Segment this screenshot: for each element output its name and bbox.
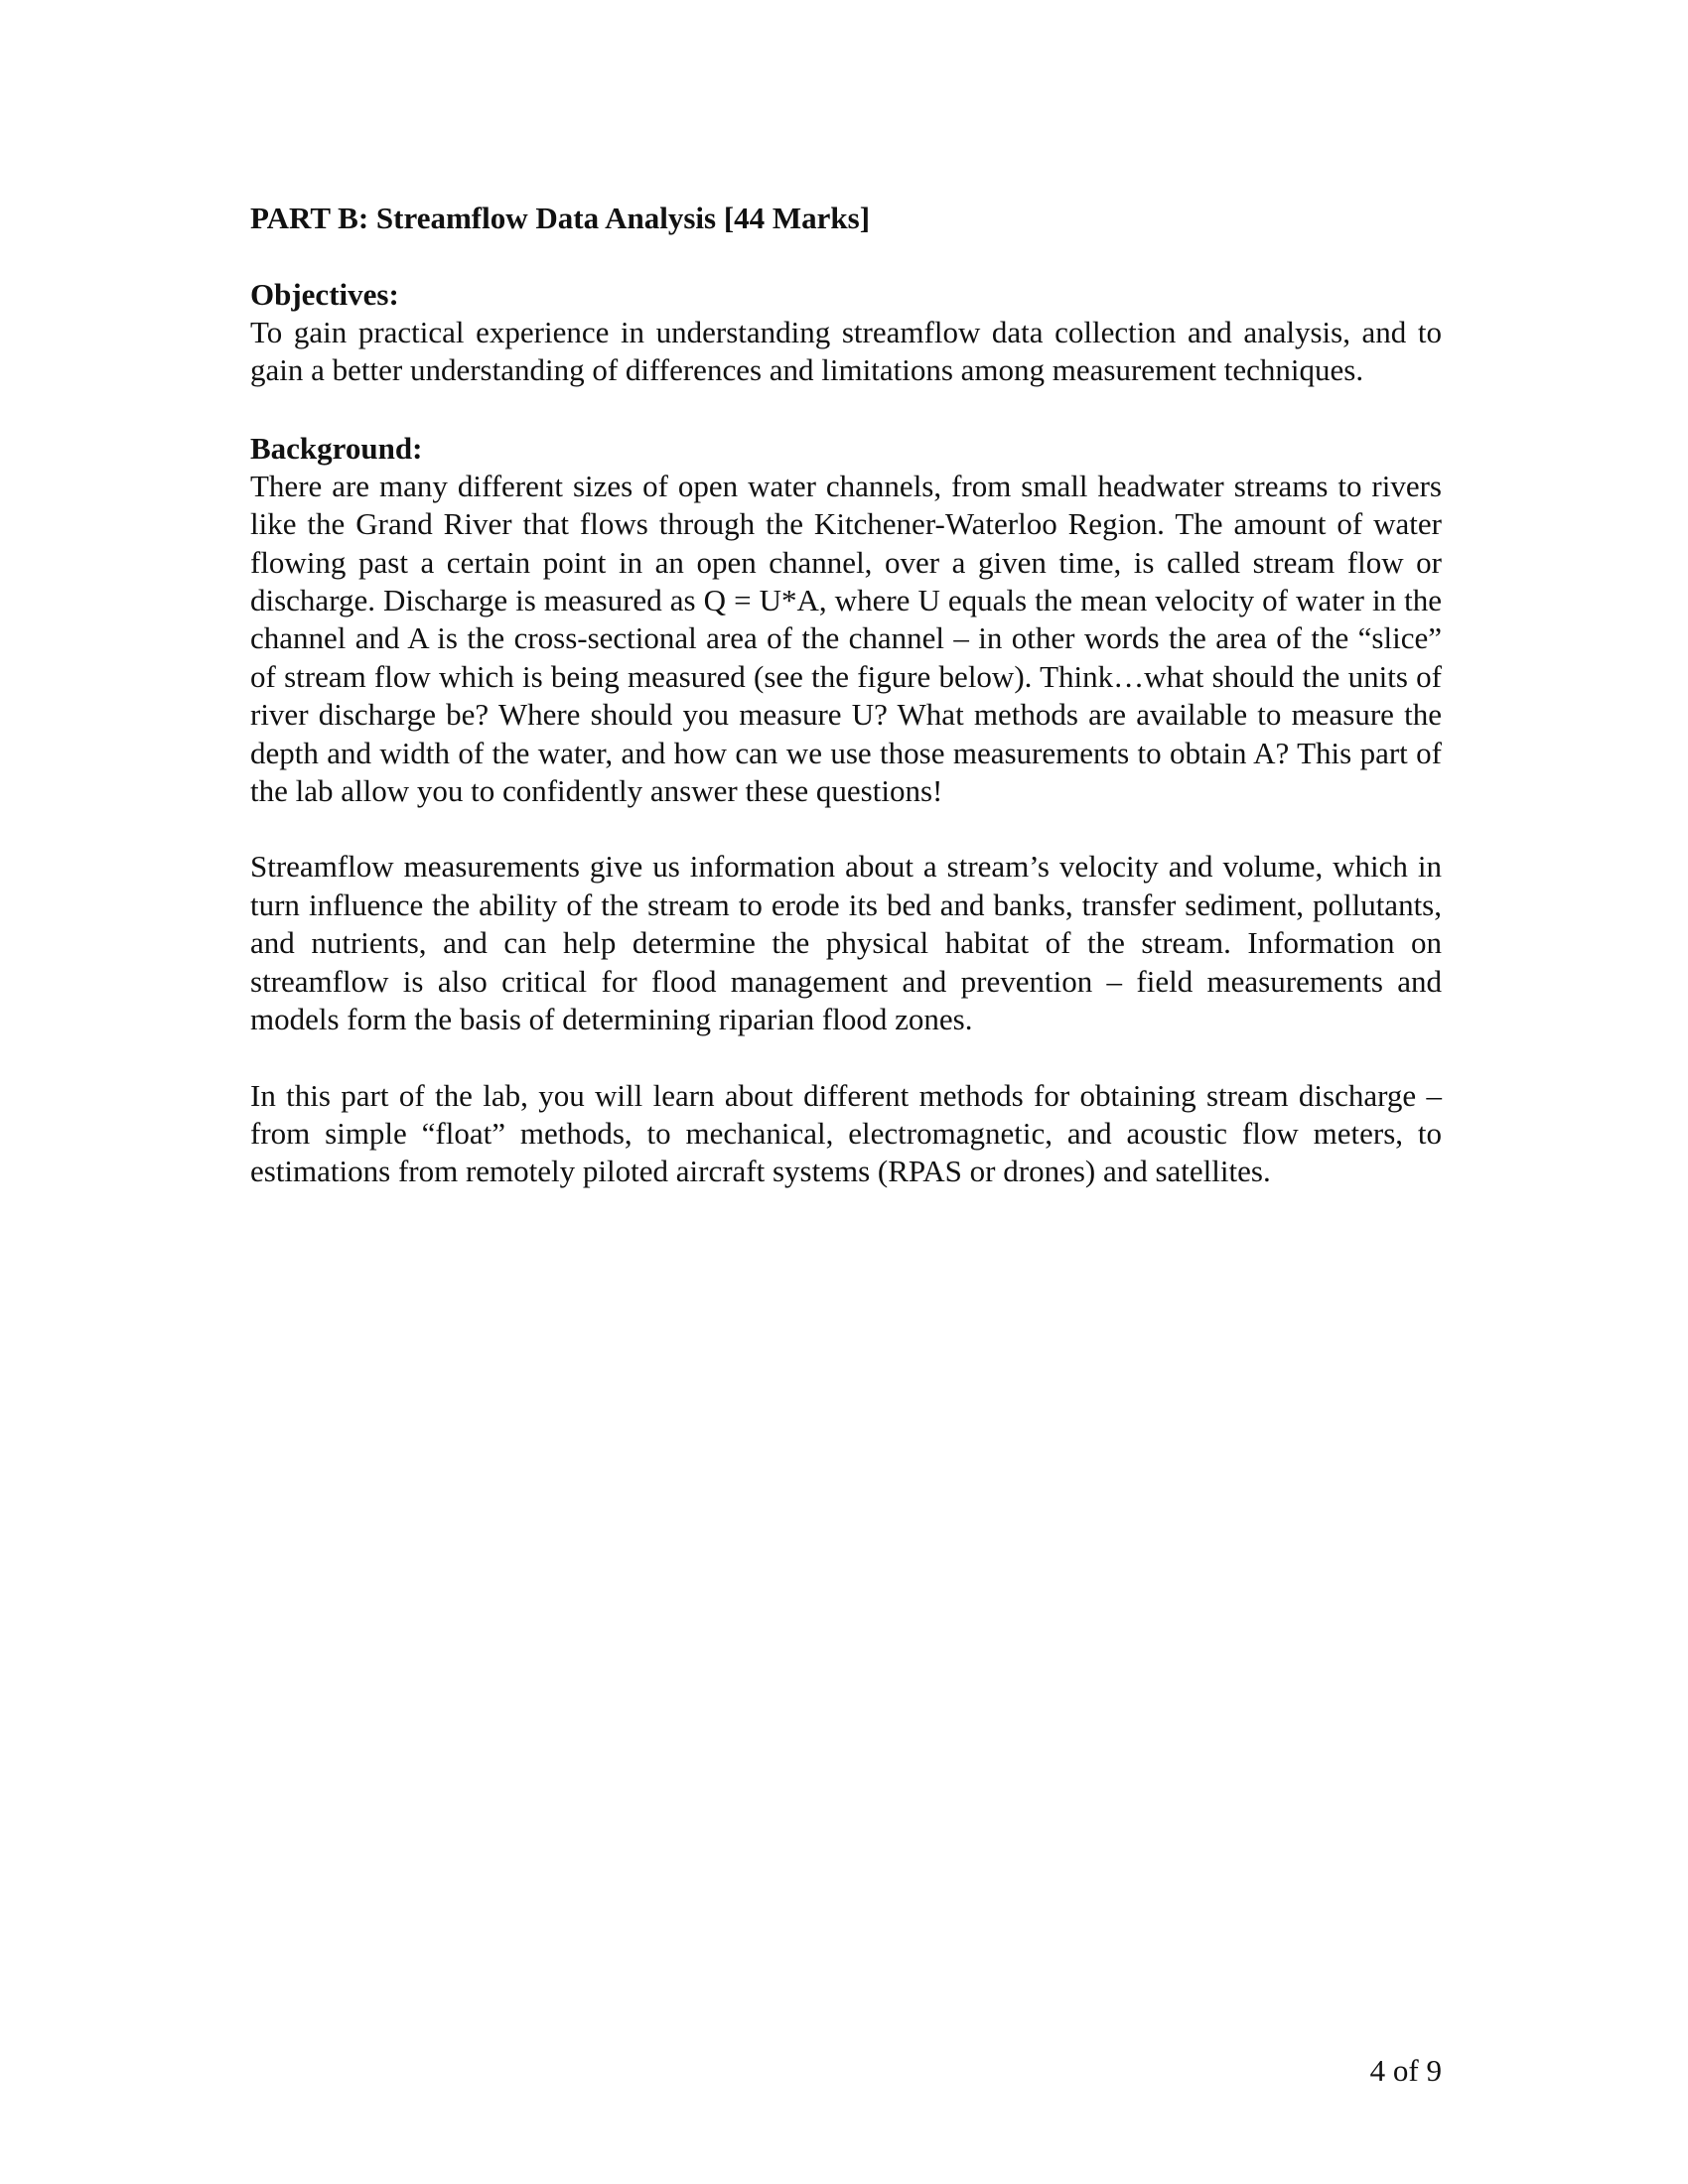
background-paragraph-2: Streamflow measurements give us information about a stream’s velocity and volume, which in turn influence the ability of the stream to erode its bed and banks, transfer sediment, pollutants, and nutrients, and can help determine the physical habitat of the stream. Information on streamflow is also critical for flood management and prevention – field measurements and models form the basis of determining riparian flood zones. — [250, 849, 1442, 1037]
background-paragraph-3: In this part of the lab, you will learn about different methods for obtaining stream discharge – from simple “float” methods, to mechanical, electromagnetic, and acoustic flow meters, to estimations from remotely piloted aircraft systems (RPAS or drones) and satellites. — [250, 1077, 1442, 1189]
background-heading: Background: — [250, 430, 423, 466]
background-paragraph-1: There are many different sizes of open water channels, from small headwater streams to rivers like the Grand River that flows through the Kitchener-Waterloo Region. The amount of water flowing past a certain point in an open channel, over a given time, is called stream flow or discharge. Discharge is measured as Q = U*A, where U equals the mean velocity of water in the channel and A is the cross-sectional area of the channel – in other words the area of the “slice” of stream flow which is being measured (see the figure below). Think…what should the units of river discharge be? Where should you measure U? What methods are available to measure the depth and width of the water, and how can we use those measurements to obtain A? This part of the lab allow you to confidently answer these questions! — [250, 468, 1442, 809]
objectives-text: To gain practical experience in understanding streamflow data collection and analysis, and to gain a better understanding of differences and limitations among measurement techniques. — [250, 315, 1442, 388]
document-body — [250, 199, 1442, 1191]
page-number: 4 of 9 — [1369, 2053, 1442, 2088]
background-section — [250, 430, 1442, 1191]
objectives-heading: Objectives: — [250, 277, 399, 312]
section-title: PART B: Streamflow Data Analysis [44 Marks] — [250, 201, 871, 235]
objectives-section — [250, 276, 1442, 390]
